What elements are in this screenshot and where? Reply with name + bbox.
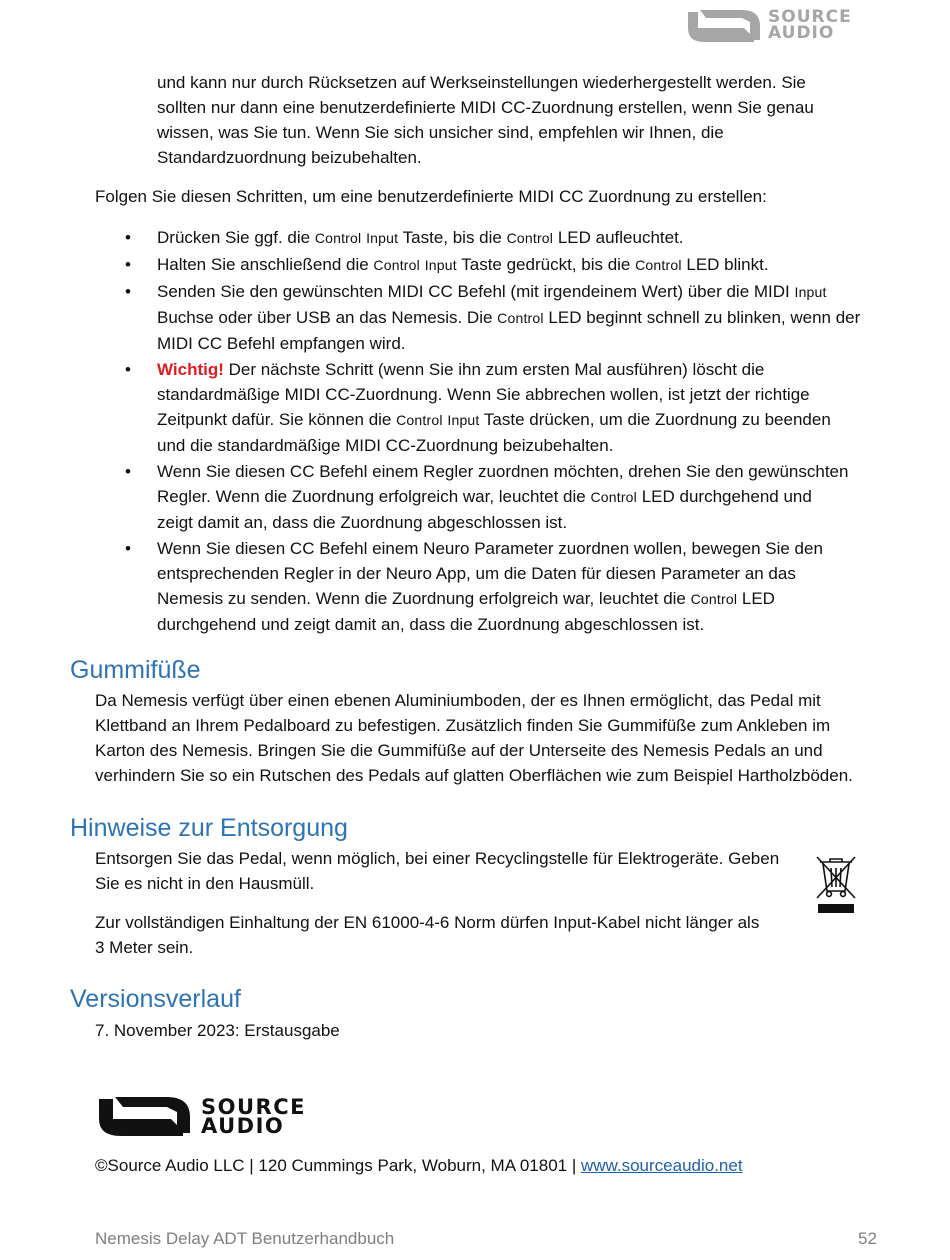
section-heading-disposal: Hinweise zur Entsorgung	[70, 814, 348, 842]
bullet: •	[125, 228, 131, 247]
disposal-line: Sie es nicht in den Hausmüll.	[95, 874, 315, 893]
bullet: •	[125, 462, 131, 481]
company-address	[95, 1153, 743, 1178]
bullet: •	[125, 282, 131, 301]
feet-line: Karton des Nemesis. Bringen Sie die Gummifüße auf der Unterseite des Nemesis Pedals an und	[95, 741, 823, 760]
section-body-feet	[95, 688, 895, 788]
steps-list	[95, 225, 895, 638]
header-logo-line2: AUDIO	[768, 23, 835, 43]
steps-intro: Folgen Sie diesen Schritten, um eine benutzerdefinierte MIDI CC Zuordnung zu erstellen:	[95, 187, 767, 206]
bullet: •	[125, 360, 131, 379]
intro-line: sollten nur dann eine benutzerdefinierte MIDI CC-Zuordnung erstellen, wenn Sie genau	[157, 98, 814, 117]
header-logo-text	[768, 9, 852, 41]
company-address-text: ©Source Audio LLC | 120 Cummings Park, Woburn, MA 01801 |	[95, 1156, 581, 1175]
bullet: •	[125, 539, 131, 558]
company-logo	[95, 1095, 355, 1139]
weee-bin-icon	[814, 853, 858, 915]
section-heading-feet: Gummifüße	[70, 656, 201, 684]
important-label: Wichtig!	[157, 360, 224, 379]
intro-paragraph	[157, 70, 897, 170]
bullet: •	[125, 255, 131, 274]
feet-line: verhindern Sie so ein Rutschen des Pedals auf glatten Oberflächen wie zum Beispiel Hartholzböden.	[95, 766, 853, 785]
intro-line: und kann nur durch Rücksetzen auf Werkseinstellungen wiederhergestellt werden. Sie	[157, 73, 806, 92]
source-audio-logo-icon	[684, 8, 762, 44]
disposal-line: Entsorgen Sie das Pedal, wenn möglich, bei einer Recyclingstelle für Elektrogeräte. Geben	[95, 849, 780, 868]
list-item: • Wenn Sie diesen CC Befehl einem Regler zuordnen möchten, drehen Sie den gewünschten Regler. Wenn die Zuordnung erfolgreich war, leuchtet die Control LED durchgehend und zeigt damit an, dass die Zuordnung abgeschlossen ist.	[95, 459, 895, 535]
intro-line: wissen, was Sie tun. Wenn Sie sich unsicher sind, empfehlen wir Ihnen, die	[157, 123, 724, 142]
section-body-disposal	[95, 846, 795, 960]
page-number: 52	[858, 1229, 877, 1248]
list-item: • Wenn Sie diesen CC Befehl einem Neuro Parameter zuordnen wollen, bewegen Sie den entsprechenden Regler in der Neuro App, um die Daten für diesen Parameter an das Nemesis zu senden. Wenn die Zuordnung erfolgreich war, leuchtet die Control LED durchgehend und zeigt damit an, dass die Zuordnung abgeschlossen ist.	[95, 536, 895, 637]
company-logo-text	[201, 1095, 306, 1138]
disposal-line: Zur vollständigen Einhaltung der EN 61000-4-6 Norm dürfen Input-Kabel nicht länger als	[95, 913, 760, 932]
list-item: • Senden Sie den gewünschten MIDI CC Befehl (mit irgendeinem Wert) über die MIDI Input Buchse oder über USB an das Nemesis. Die Control LED beginnt schnell zu blinken, wenn der MIDI CC Befehl empfangen wird.	[95, 279, 895, 356]
company-logo-line2: AUDIO	[201, 1114, 285, 1138]
source-audio-logo-icon	[95, 1095, 193, 1139]
header-logo	[684, 8, 889, 44]
history-entry: 7. November 2023: Erstausgabe	[95, 1021, 340, 1040]
list-item: • Wichtig! Der nächste Schritt (wenn Sie ihn zum ersten Mal ausführen) löscht die standardmäßige MIDI CC-Zuordnung. Wenn Sie abbrechen wollen, ist jetzt der richtige Zeitpunkt dafür. Sie können die Control Input Taste drücken, um die Zuordnung zu beenden und die standardmäßige MIDI CC-Zuordnung beizubehalten.	[95, 357, 895, 458]
feet-line: Da Nemesis verfügt über einen ebenen Aluminiumboden, der es Ihnen ermöglicht, das Pedal mit	[95, 691, 821, 710]
company-logo-line1: SOURCE	[201, 1095, 306, 1119]
intro-line: Standardzuordnung beizubehalten.	[157, 148, 422, 167]
website-link[interactable]: www.sourceaudio.net	[580, 1156, 743, 1175]
footer-title: Nemesis Delay ADT Benutzerhandbuch	[95, 1229, 395, 1248]
list-item: • Drücken Sie ggf. die Control Input Taste, bis die Control LED aufleuchtet.	[95, 225, 895, 251]
list-item: • Halten Sie anschließend die Control Input Taste gedrückt, bis die Control LED blinkt.	[95, 252, 895, 278]
header-logo-line1: SOURCE	[768, 7, 852, 27]
feet-line: Klettband an Ihrem Pedalboard zu befestigen. Zusätzlich finden Sie Gummifüße zum Ankleben im	[95, 716, 831, 735]
disposal-line: 3 Meter sein.	[95, 938, 194, 957]
section-heading-history: Versionsverlauf	[70, 985, 241, 1013]
